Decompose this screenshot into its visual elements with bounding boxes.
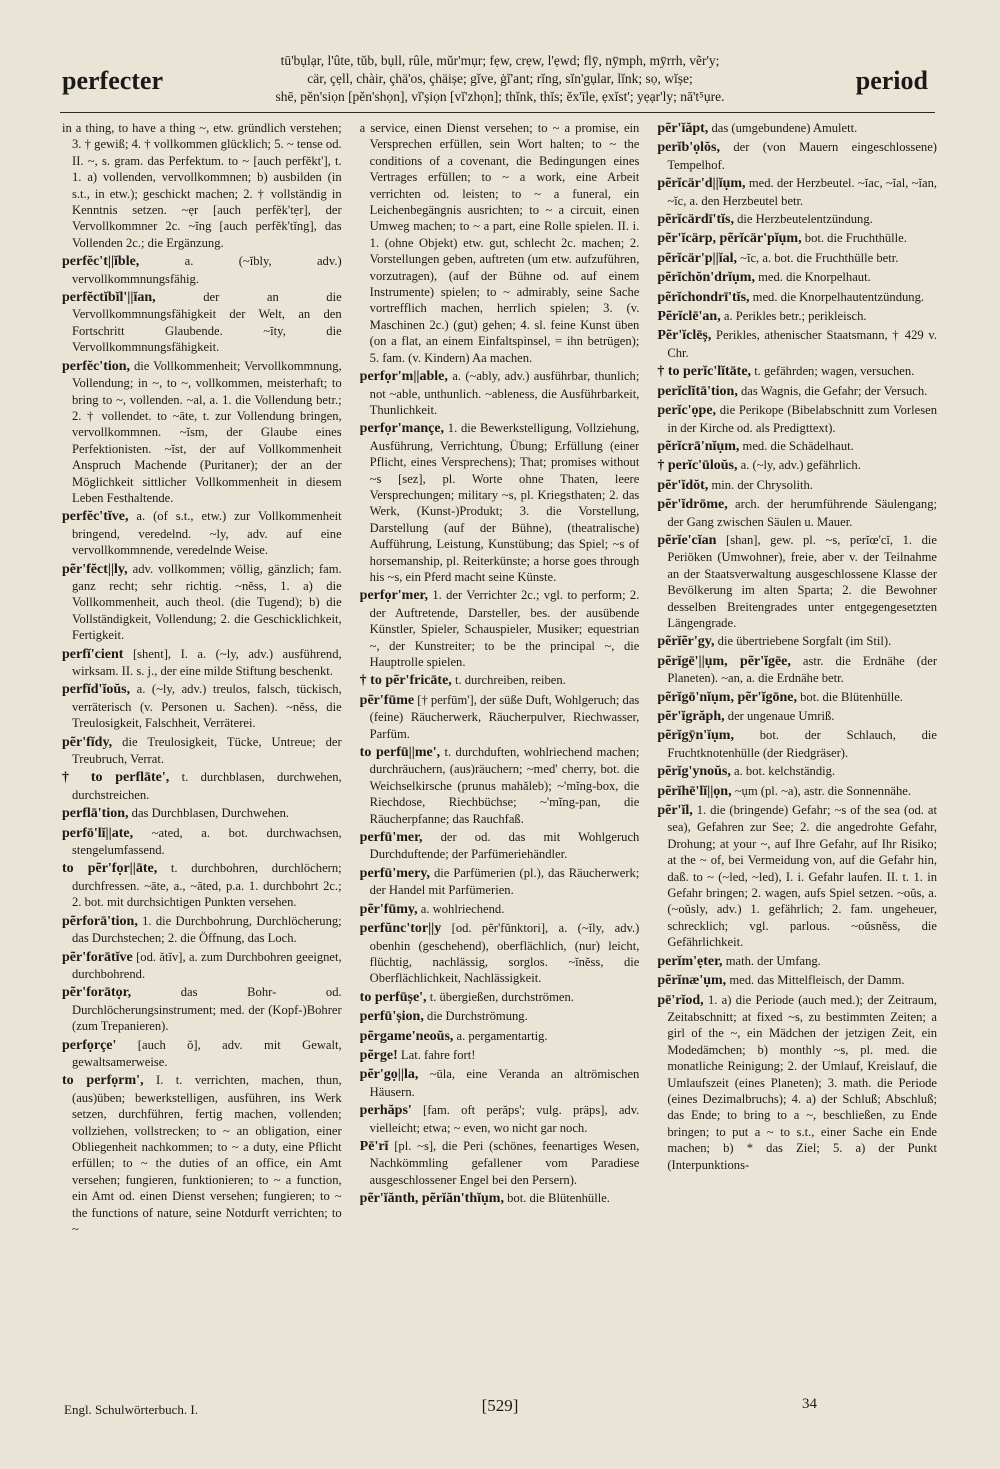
dictionary-entry [360, 920, 640, 987]
header-divider [60, 112, 935, 113]
dictionary-entry [360, 901, 640, 918]
entry-headword: pẽr'forātọr, [62, 985, 132, 1001]
book-title-footer: Engl. Schulwörterbuch. I. [64, 1402, 198, 1417]
entry-definition: a. (~ĭbly, adv.) vervollkommnungsfähig. [72, 254, 342, 286]
entry-headword: pẽr'fĕct||ly, [62, 561, 128, 577]
dictionary-entry [360, 829, 640, 863]
entry-headword: perfō'lĭ||ate, [62, 825, 134, 841]
entry-headword: perfĭd'ĭoŭs, [62, 682, 131, 698]
entry-headword: perfọr'm||able, [359, 369, 448, 385]
entry-headword: pẽrĭchondrī'tĭs, [657, 289, 750, 305]
entry-headword: pẽrĭg'ynoŭs, [657, 764, 731, 780]
entry-headword: pẽrĭgȳn'ĭụm, [657, 728, 734, 744]
entry-headword: Pẽr'ĭclēș, [657, 328, 712, 344]
entry-definition: t. durchblasen, durchwehen, durchstreichen. [72, 770, 342, 802]
right-guide-word: period [855, 66, 928, 95]
entry-headword: perfọr'mançe, [359, 421, 445, 437]
entry-headword: pẽr'ĭcärp, pẽrĭcär'pĭụm, [657, 231, 802, 247]
entry-headword: pẽr'fūme [359, 692, 415, 708]
dictionary-entry [657, 327, 937, 361]
entry-definition: astr. die Erdnähe (der Planeten). ~an, a. die Erdnähe betr. [667, 653, 938, 686]
entry-headword: to pẽr'fọr||āte, [62, 861, 158, 877]
entry-definition: t. durchreiben, reiben. [454, 673, 566, 688]
entry-definition: t. gefährden; wagen, versuchen. [754, 364, 915, 379]
entry-headword: pẽr'fĭdy, [62, 734, 113, 750]
entry-definition: 1. die Bewerkstelligung, Vollziehung, Ausführung, Verrichtung, Übung; Erfüllung (einer Pflicht, eines Versprechens); That; promises without ~s [sez], pl. Worte ohne Thaten, leere Versprechungen; military ~s, pl. Kriegsthaten; 2. das Werk, (Kunst-)Produkt; 3. die Vorstellung, Darstellung (auf der Bühne), (theatralische) Aufführung, Leistung, Kunstübung; das Spiel; ~s of horsemanship, pl. Reiterkünste; a horse goes through his ~s, ein Pferd macht seine Künste. [369, 421, 640, 584]
entry-definition: a. (~ably, adv.) ausführbar, thunlich; not ~able, unthunlich. ~ableness, die Ausführbarkeit, Thunlichkeit. [369, 369, 640, 417]
dictionary-entry [657, 211, 937, 228]
pronunciation-key [205, 52, 795, 106]
dictionary-entry [657, 383, 937, 400]
entry-definition: die Treulosigkeit, Tücke, Untreue; der Treubruch, Verrat. [72, 734, 342, 767]
dictionary-entry [360, 1047, 640, 1064]
dictionary-entry [360, 1102, 640, 1136]
entry-headword: perfŭnc'tor||y [359, 921, 442, 937]
dictionary-entry [657, 139, 937, 173]
entry-definition: a. pergamentartig. [456, 1028, 548, 1043]
entry-headword: pẽrĭcär'd||ĭụm, [657, 176, 746, 192]
entry-headword: pẽrforā'tion, [62, 913, 138, 929]
dictionary-entry [657, 269, 937, 286]
entry-headword: perĭm'ẹter, [657, 953, 723, 969]
entry-headword: perfĕc'tion, [62, 358, 131, 374]
dictionary-entry [62, 1037, 342, 1071]
entry-headword: perĭc'ọpe, [657, 403, 717, 419]
entry-headword: perfū'mery, [359, 865, 431, 881]
column-right [657, 120, 937, 1390]
entry-definition: der od. das mit Wohlgeruch Durchduftende; der Parfümeriehändler. [369, 830, 640, 862]
entry-definition: med. die Schädelhaut. [742, 438, 854, 453]
dictionary-entry [62, 681, 342, 731]
entry-definition: bot. der Schlauch, die Fruchtknotenhülle (der Riedgräser). [667, 728, 938, 760]
entry-definition: das (umgebundene) Amulett. [711, 121, 858, 135]
entry-headword: pẽr'ĭdrōme, [657, 497, 728, 513]
entry-headword: pẽrĭchŏn'drĭụm, [657, 270, 755, 286]
dictionary-entry [657, 308, 937, 325]
dictionary-entry [657, 763, 937, 780]
entry-definition: ~ūla, eine Veranda an altrömischen Häusern. [369, 1067, 640, 1099]
entry-definition: die übertriebene Sorgfalt (im Stil). [717, 634, 892, 649]
dictionary-entry [62, 734, 342, 768]
entry-definition: bot. die Fruchthülle. [804, 231, 907, 246]
entry-definition: med. der Herzbeutel. ~ĭac, ~ĭal, ~ĭan, ~ĭc, a. den Herzbeutel betr. [667, 176, 938, 208]
entry-definition: a. (~ly, adv.) gefährlich. [740, 458, 861, 473]
dictionary-entry [657, 708, 937, 725]
dictionary-entry [657, 175, 937, 209]
dictionary-entry [360, 368, 640, 418]
entry-definition: ~ụm (pl. ~a), astr. die Sonnennähe. [734, 783, 911, 798]
entry-definition: 1. a) die Periode (auch med.); der Zeitraum, Zeitabschnitt; at fixed ~s, zu bestimmten Zeiten; a girl of the ~, ein Mädchen der jetzigen Zeit, ein Modedämchen; b) monthly ~s, pl. med. die monatliche Reinigung; 2. der Umlauf, Kreislauf, die Umlaufszeit (eines Planeten); 3. math. die Periode (eines Dezimalbruchs); 4. a) der Schluß; Abschluß; das Ende; to bring to a ~, beschließen, zu Ende bringen; to put a ~ to s.t., einer Sache ein Ende machen; b) * das Ziel; 5. a) der Punkt (Interpunktions- [667, 992, 938, 1172]
entry-definition: das Bohr- od. Durchlöcherungsinstrument; med. der (Kopf-)Bohrer (zum Trepanieren). [72, 985, 342, 1034]
column-left [62, 120, 342, 1390]
entry-definition: math. der Umfang. [725, 953, 821, 968]
dictionary-entry [360, 989, 640, 1006]
entry-headword: perĭb'ọlŏs, [657, 140, 720, 156]
entry-headword: to perfọrm', [62, 1073, 144, 1089]
dictionary-entry [62, 913, 342, 947]
dictionary-entry [62, 120, 342, 251]
entry-headword: † perĭc'ūloŭs, [657, 458, 738, 474]
dictionary-entry [360, 672, 640, 689]
entry-definition: min. der Chrysolith. [711, 477, 813, 492]
entry-definition: 1. der Verrichter 2c.; vgl. to perform; 2. der Auftretende, Darsteller, bes. der ausübende Künstler, Spieler, Schauspieler, Musiker; equestrian ~, der Kunstreiter; to be the principal ~, die Hauptrolle spielen. [369, 588, 640, 669]
entry-definition: I. t. verrichten, machen, thun, (aus)üben; bewerkstelligen, ausführen, ins Werk setzen, durchführen, fertig machen, vollenden; vollziehen, vollstrecken; to ~ an obligation, einer Obliegenheit nachkommen; to ~ a duty, eine Pflicht erfüllen; to ~ the duties of an office, ein Amt versehen; fungieren, funktionieren; to ~ a function, ein Amt od. einen Dienst versehen; fungieren; to ~ the functions of nature, seine Notdurft verrichten; to ~ [72, 1073, 342, 1236]
entry-definition: die Perikope (Bibelabschnitt zum Vorlesen in der Kirche od. als Predigttext). [667, 403, 938, 435]
entry-definition: adv. vollkommen; völlig, gänzlich; fam. ganz recht; sehr richtig. ~nĕss, 1. a) die Vollkommenheit, auch theol. (die Tugend); b) die Vollständigkeit, Vollendung; 2. die Geschicklichkeit, Fertigkeit. [72, 561, 342, 643]
entry-definition: a. bot. kelchständig. [734, 764, 836, 779]
entry-headword: pẽrgame'neoŭs, [359, 1028, 454, 1044]
entry-definition: 1. die Durchbohrung, Durchlöcherung; das Durchstechen; 2. die Öffnung, das Loch. [72, 913, 342, 946]
entry-headword: pē'rĭod, [657, 992, 704, 1008]
entry-definition: a. wohlriechend. [420, 901, 505, 916]
dictionary-entry [62, 253, 342, 287]
entry-headword: pẽrĭe'cĭan [657, 532, 717, 548]
entry-definition: bot. die Blütenhülle. [507, 1191, 610, 1206]
dictionary-entry [62, 358, 342, 507]
entry-headword: pẽrĭhē'lĭ||ọn, [657, 783, 732, 799]
entry-headword: perfĕc't||ĭble, [62, 254, 140, 270]
entry-definition: das Wagnis, die Gefahr; der Versuch. [741, 383, 928, 398]
entry-headword: to perfū||me', [359, 745, 441, 761]
entry-headword: perhăps' [359, 1103, 412, 1119]
dictionary-entry [657, 402, 937, 436]
dictionary-entry [360, 120, 640, 366]
entry-headword: pẽrĭẽr'gy, [657, 634, 715, 650]
entry-definition: [od. ătĭv], a. zum Durchbohren geeignet, durchbohrend. [72, 949, 342, 981]
entry-definition: der an die Vervollkommnungsfähigkeit der Welt, an den Fortschritt Glaubende. ~ĭty, die Vervollkommnungsfähigkeit. [72, 290, 342, 355]
entry-headword: Pẽrĭclē'an, [657, 309, 721, 325]
entry-definition: [shent], I. a. (~ly, adv.) ausführend, wirksam. II. s. j., der eine milde Stiftung beschenkt. [72, 646, 342, 678]
entry-headword: pẽrĭgē'||ụm, pẽr'ĭgēe, [657, 653, 791, 669]
entry-definition: t. durchbohren, durchlöchern; durchfressen. ~āte, a., ~āted, p.a. 1. durchbohrt 2c.; 2. bot. mit durchsichtigen Punkten versehen. [72, 861, 342, 910]
entry-definition: [fam. oft perăps'; vulg. präps], adv. vielleicht; etwa; ~ even, wo nicht gar noch. [369, 1103, 640, 1135]
dictionary-entry [657, 953, 937, 970]
entry-definition: a. Perikles betr.; perikleisch. [723, 309, 867, 324]
entry-headword: Pē'rĭ [359, 1138, 389, 1154]
dictionary-entry [360, 865, 640, 899]
entry-headword: perfĭ'cient [62, 646, 124, 662]
entry-definition: ~ated, a. bot. durchwachsen, stengelumfassend. [72, 825, 342, 858]
dictionary-entry [657, 230, 937, 247]
pronunciation-key-line: tū'bụlạr, l'ûte, tŭb, bụll, rûle, mŭr'mụr; fẹw, crẹw, l'ẹwd; flȳ, nȳmph, mȳrrh, vẽr'y; [280, 53, 720, 68]
entry-definition: Perikles, athenischer Staatsmann, † 429 v. Chr. [667, 328, 937, 360]
dictionary-entry [62, 289, 342, 356]
entry-headword: † to pẽr'fricāte, [359, 673, 452, 689]
dictionary-entry [360, 1190, 640, 1207]
entry-definition: die Durchströmung. [427, 1009, 528, 1024]
entry-headword: pẽrĭgō'nĭụm, pẽr'ĭgōne, [657, 689, 797, 705]
dictionary-entry [657, 727, 937, 761]
entry-headword: pẽrge! [359, 1047, 398, 1063]
entry-headword: pẽr'fūmy, [359, 901, 418, 917]
entry-definition: [† perfūm'], der süße Duft, Wohlgeruch; das (feine) Räucherwerk, Räucherpulver, Riechwasser, Parfüm. [369, 692, 640, 741]
entry-definition: die Vollkommenheit; Vervollkommnung, Vollendung; in ~, to ~, vollkommen, meisterhaft; to bring to ~, vollenden. ~al, a. 1. die Vollendung betr.; 2. † vollendet. to ~āte, t. zur Vollendung bringen, vervollkommnen. ~ĭsm, der Glaube eines Perfektionisten. ~ĭst, der auf Vollkommenheit Anspruch Machende (Puritaner); der an der Möglichkeit sittlicher Vollkommenheit in diesem Leben Festhaltende. [72, 358, 342, 505]
entry-definition: [od. pẽr'fŭnktori], a. (~ĭly, adv.) obenhin (geschehend), oberflächlich, (nur) leicht, flüchtig, nachlässig, sorglos. ~ĭnĕss, die Oberflächlichkeit, Nachlässigkeit. [369, 921, 640, 986]
entry-headword: † to perĭc'lĭtāte, [657, 364, 752, 380]
dictionary-entry [657, 120, 937, 137]
entry-headword: to perfūșe', [359, 989, 427, 1005]
dictionary-entry [62, 1072, 342, 1237]
signature-mark: 34 [802, 1396, 817, 1412]
entry-headword: perfĕctĭbĭl'||ĭan, [62, 290, 156, 306]
dictionary-entry [360, 1028, 640, 1045]
entry-headword: pẽr'gọ||la, [359, 1067, 419, 1083]
entry-headword: perfọr'mer, [359, 588, 428, 604]
entry-definition: a. (~ly, adv.) treulos, falsch, tückisch, verräterisch (v. Personen u. Sachen). ~nĕss, die Treulosigkeit, Falschheit, Verräterei. [72, 682, 342, 731]
entry-headword: pẽr'forātĭve [62, 949, 133, 965]
entry-headword: pẽrĭcrā'nĭụm, [657, 438, 740, 454]
entry-definition: t. übergießen, durchströmen. [429, 989, 574, 1004]
entry-headword: perĭclĭtā'tion, [657, 383, 738, 399]
dictionary-entry [62, 561, 342, 644]
entry-headword: pẽrĭcärdī'tĭs, [657, 212, 734, 228]
pronunciation-key-line: cär, çẹll, chàir, çhä'os, çhäișe; gĭve, ġĭ'ant; rĭng, sĭn'gụlar, lĭnk; sọ, wĭșe; [307, 71, 693, 86]
entry-headword: pẽr'ĭdŏt, [657, 477, 709, 493]
entry-definition: med. die Knorpelhaut. [758, 270, 871, 285]
dictionary-entry [360, 587, 640, 670]
entry-definition: t. durchduften, wohlriechend machen; durchräuchern, (aus)räuchern; ~med' cherry, bot. die Weichselkirsche (prunus mahăleb); ~'mĭng-box, die Riechdose, Riechbüchse; ~'mĭng-pan, die Räucherpfanne; das Rauchfaß. [369, 745, 640, 826]
entry-headword: † to perflāte', [62, 770, 170, 786]
dictionary-entry [360, 744, 640, 827]
dictionary-entry [657, 783, 937, 800]
dictionary-entry [657, 496, 937, 530]
dictionary-entry [657, 972, 937, 989]
dictionary-entry [657, 438, 937, 455]
pronunciation-key-line: shē, pĕn'siọn [pĕn'shọn], vĭ'șiọn [vĭ'zhọn]; thĭnk, thĭs; ĕx'īle, ẹxĭst'; yẹạr'ly; nā't⁵ụre. [275, 89, 725, 104]
entry-headword: pẽr'ĭl, [657, 803, 693, 819]
entry-definition: der ungenaue Umriß. [727, 709, 835, 723]
entry-definition: bot. die Blütenhülle. [800, 689, 903, 704]
entry-headword: perfū'mer, [359, 830, 423, 846]
dictionary-entry [657, 250, 937, 267]
entry-definition: in a thing, to have a thing ~, etw. gründlich verstehen; 3. † gewiß; 4. † vollkommen glücklich; 5. ~ tense od. II. ~, s. gram. das Perfektum. to ~ [auch perfĕkt'], t. 1. a) vollenden, vervollkommnen; b) ausbilden (in s.t., in etw.); geschickt machen; 2. † vollständig in Kenntnis setzen. ~ẹr [auch perfĕk'tẹr], der Vervollkommner 2c. ~ĭng [auch perfĕk'tĭng], das Vollenden 2c.; die Ergänzung. [62, 121, 342, 250]
dictionary-entry [657, 992, 937, 1173]
entry-definition: med. das Mittelfleisch, der Damm. [729, 973, 905, 988]
entry-definition: a. (of s.t., etw.) zur Vollkommenheit bringend, veredelnd. ~ly, adv. auf eine vervollkommnende, veredelnde Weise. [72, 509, 342, 558]
dictionary-entry [62, 805, 342, 822]
entry-definition: [shan], gew. pl. ~s, perĭœ'cĭ, 1. die Periöken (Umwohner), freie, aber v. der Teilnahme an der Staatsverwaltung ausgeschlossene Klasse der Bevölkerung im alten Sparta; 2. die Bewohner desselben Breitengrades unter entgegengesetzten Längengrade. [667, 532, 938, 630]
entry-definition: arch. der herumführende Säulengang; der Gang zwischen Säulen u. Mauer. [667, 497, 938, 529]
entry-headword: perfọrçe' [62, 1037, 117, 1053]
column-middle [360, 120, 640, 1390]
entry-definition: [pl. ~s], die Peri (schönes, feenartiges Wesen, Nachkömmling gefallener vom Paradiese ausgeschlossener Engel bei den Persern). [369, 1138, 640, 1187]
entry-definition: ~ĭc, a. bot. die Fruchthülle betr. [740, 250, 899, 265]
dictionary-entry [657, 689, 937, 706]
page-number: [529] [481, 1396, 519, 1415]
dictionary-entry [657, 802, 937, 951]
entry-definition: die Herzbeutelentzündung. [737, 212, 873, 227]
left-guide-word: perfecter [62, 66, 164, 95]
dictionary-entry [657, 289, 937, 306]
dictionary-entry [360, 420, 640, 585]
entry-columns [62, 120, 937, 1390]
entry-headword: pẽrĭnæ'ụm, [657, 973, 727, 989]
dictionary-entry [62, 860, 342, 910]
entry-definition: die Parfümerien (pl.), das Räucherwerk; der Handel mit Parfümerien. [369, 865, 640, 898]
entry-headword: perflā'tion, [62, 806, 129, 822]
entry-definition: der (von Mauern eingeschlossene) Tempelhof. [667, 140, 938, 172]
dictionary-entry [62, 949, 342, 983]
dictionary-entry [657, 532, 937, 631]
entry-headword: perfū'șion, [359, 1009, 424, 1025]
dictionary-entry [360, 1138, 640, 1188]
dictionary-entry [657, 477, 937, 494]
entry-definition: das Durchblasen, Durchwehen. [131, 806, 290, 821]
dictionary-entry [360, 692, 640, 742]
entry-definition: 1. die (bringende) Gefahr; ~s of the sea (od. at sea), Gefahren zur See; 2. die angedrohte Gefahr, Drohung; at your ~, auf Ihre Gefahr, auf Ihr Risiko; at the ~ of, bei Vermeidung von, auf die Gefahr hin, daß. to ~ (~led, ~led), I. i. Gefahr laufen. II. t. 1. in Gefahr bringen; 2. wagen, aufs Spiel setzen. ~oŭs, a. (~oŭsly, adv.) 1. gefährlich; 2. fam. ungeheuer, schrecklich; vgl. parlous. ~oŭsnĕss, die Gefährlichkeit. [667, 803, 938, 950]
entry-headword: pẽrĭcär'p||ĭal, [657, 250, 737, 266]
dictionary-entry [62, 984, 342, 1034]
dictionary-entry [62, 769, 342, 803]
entry-headword: pẽr'ĭgrăph, [657, 709, 725, 724]
dictionary-entry [62, 508, 342, 558]
dictionary-entry [657, 363, 937, 380]
dictionary-entry [62, 646, 342, 680]
entry-headword: pẽr'ĭănth, pẽrĭăn'thĭụm, [359, 1191, 504, 1207]
dictionary-entry [360, 1066, 640, 1100]
dictionary-entry [657, 633, 937, 650]
entry-headword: perfĕc'tĭve, [62, 509, 129, 525]
entry-definition: [auch ŏ], adv. mit Gewalt, gewaltsamerweise. [72, 1037, 342, 1069]
entry-definition: a service, einen Dienst versehen; to ~ a promise, ein Versprechen erfüllen, sein Wort halten; to ~ the conditions of a covenant, die Bedingungen eines Vertrages erfüllen; to ~ a work, eine Arbeit verrichten od. leisten; to ~ a funeral, ein Leichenbegängnis ausrichten; to ~ a circuit, einen Umweg machen; to ~ a part, eine Rolle spielen. II. i. 1. (ohne Objekt) etw. gut, schlecht 2c. machen; 2. Vorstellungen geben, auftreten (um etw. aufzuführen, vorzutragen), (auf der Bühne od. auf einem Instrumente) spielen; to ~ admirably, seine Sache vortrefflich machen, herrlich spielen; 3. (v. Maschinen 2c.) (gut) gehen; 4. sl. feine Kunst üben (on a flat, an einem Einfaltspinsel, = ihn betrügen); 5. fam. (v. Kindern) Aa machen. [359, 121, 640, 365]
entry-definition: med. die Knorpelhautentzündung. [752, 289, 925, 304]
entry-definition: Lat. fahre fort! [400, 1047, 476, 1062]
dictionary-entry [360, 1008, 640, 1025]
entry-headword: pẽr'ĭăpt, [657, 121, 709, 136]
dictionary-entry [657, 653, 937, 687]
dictionary-entry [657, 457, 937, 474]
dictionary-entry [62, 825, 342, 859]
